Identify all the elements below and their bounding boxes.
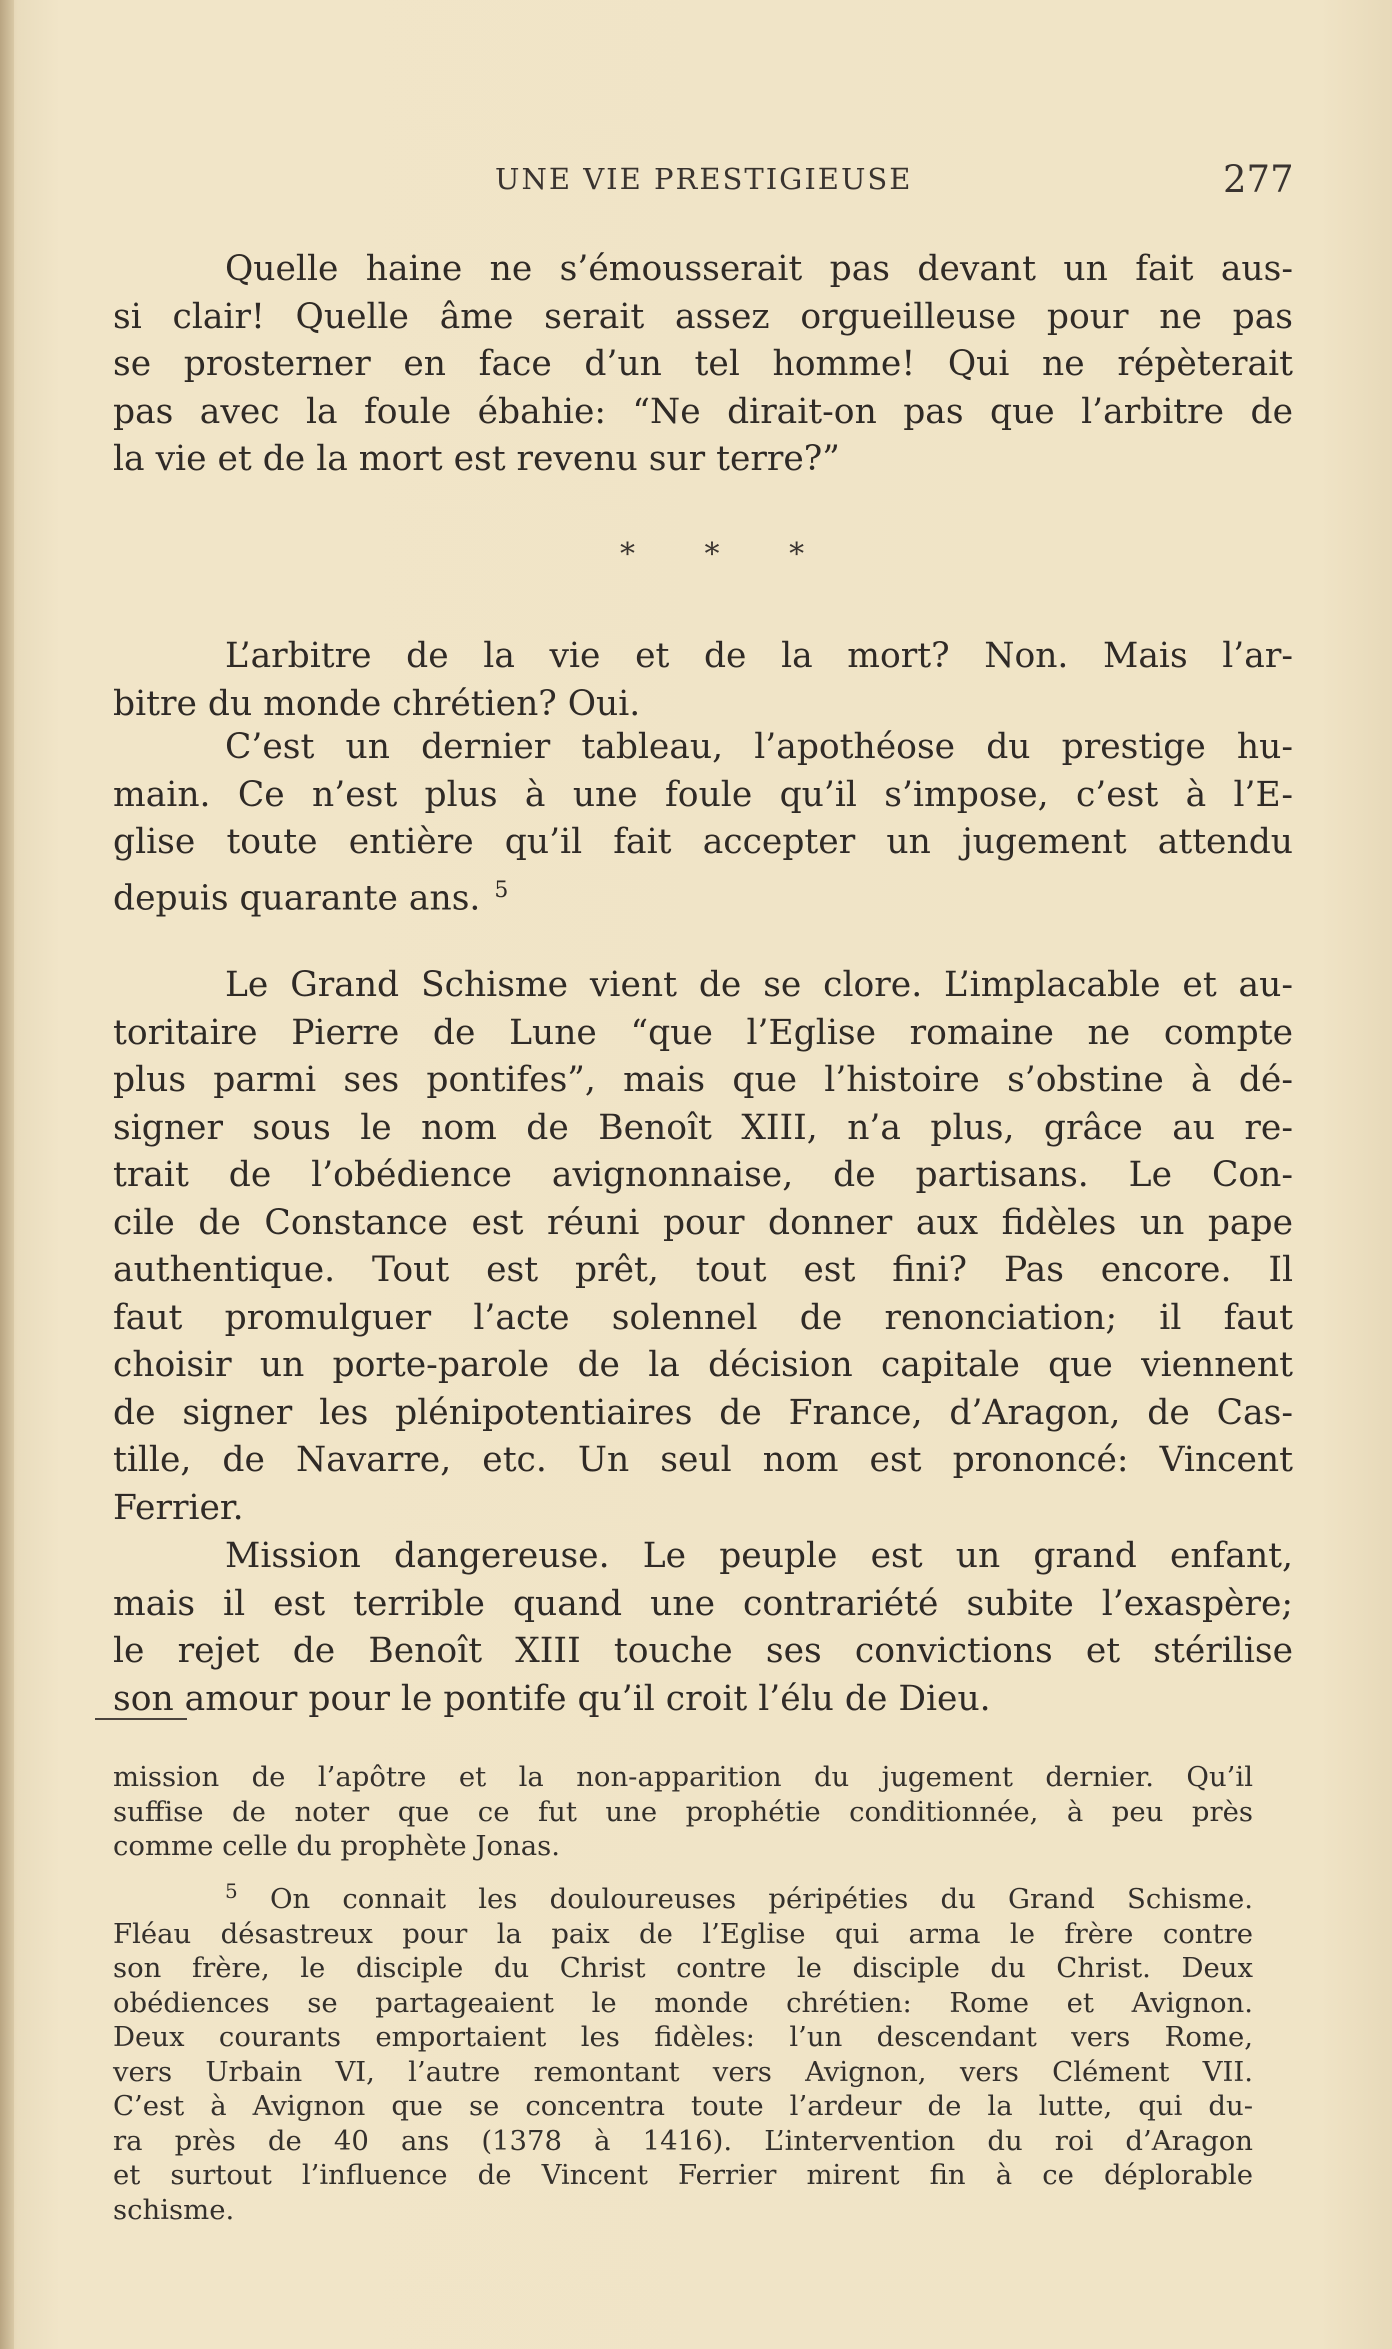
footnote-line: Fléau désastreux pour la paix de l’Eglise qui arma le frère contre bbox=[113, 1917, 1253, 1950]
footnote-continuation bbox=[113, 1760, 1253, 1864]
text-line: main. Ce n’est plus à une foule qu’il s’impose, c’est à l’E- bbox=[113, 774, 1293, 815]
footnote-line: Deux courants emportaient les fidèles: l’un descendant vers Rome, bbox=[113, 2021, 1253, 2054]
footnote-line: C’est à Avignon que se concentra toute l’ardeur de la lutte, qui du- bbox=[113, 2090, 1253, 2123]
text-line: faut promulguer l’acte solennel de renonciation; il faut bbox=[113, 1297, 1293, 1338]
paragraph-5 bbox=[113, 1533, 1293, 1723]
text-line: Mission dangereuse. Le peuple est un grand enfant, bbox=[225, 1536, 1293, 1576]
text-line: choisir un porte-parole de la décision capitale que viennent bbox=[113, 1345, 1293, 1385]
footnote-line: son frère, le disciple du Christ contre le disciple du Christ. Deux bbox=[113, 1952, 1253, 1985]
text-line: Quelle haine ne s’émousserait pas devant un fait aus- bbox=[225, 249, 1293, 289]
text-line: Le Grand Schisme vient de se clore. L’implacable et au- bbox=[225, 965, 1293, 1005]
paragraph-2 bbox=[113, 633, 1293, 728]
page-binding-edge bbox=[0, 0, 14, 2349]
footnote-line bbox=[113, 1874, 1253, 1917]
footnote-reference: 5 bbox=[494, 877, 509, 903]
text-line: Ferrier. bbox=[113, 1487, 244, 1528]
text-line: trait de l’obédience avignonnaise, de partisans. Le Con- bbox=[113, 1155, 1293, 1195]
footnote-line-content: On connait les douloureuses péripéties du Grand Schisme. bbox=[269, 1883, 1253, 1916]
paragraph-1 bbox=[113, 246, 1293, 484]
text-line: signer sous le nom de Benoît XIII, n’a plus, grâce au re- bbox=[113, 1107, 1293, 1148]
footnote-line: vers Urbain VI, l’autre remontant vers Avignon, vers Clément VII. bbox=[113, 2055, 1253, 2088]
text-line: son amour pour le pontife qu’il croit l’élu de Dieu. bbox=[113, 1678, 991, 1719]
text-line: mais il est terrible quand une contrariété subite l’exaspère; bbox=[113, 1583, 1293, 1624]
text-line: tille, de Navarre, etc. Un seul nom est prononcé: Vincent bbox=[113, 1440, 1293, 1480]
text-line: la vie et de la mort est revenu sur terre?” bbox=[113, 439, 840, 479]
text-line: pas avec la foule ébahie: “Ne dirait-on pas que l’arbitre de bbox=[113, 391, 1293, 432]
footnote-line: suffise de noter que ce fut une prophétie conditionnée, à peu près bbox=[113, 1795, 1253, 1828]
text-line: cile de Constance est réuni pour donner aux fidèles un pape bbox=[113, 1202, 1293, 1243]
text-line: authentique. Tout est prêt, tout est fini? Pas encore. Il bbox=[113, 1250, 1293, 1290]
text-line: bitre du monde chrétien? Oui. bbox=[113, 683, 641, 724]
text-line: glise toute entière qu’il fait accepter un jugement attendu bbox=[113, 822, 1293, 862]
text-line: L’arbitre de la vie et de la mort? Non. Mais l’ar- bbox=[225, 636, 1293, 676]
footnote-line: ra près de 40 ans (1378 à 1416). L’intervention du roi d’Aragon bbox=[113, 2124, 1253, 2157]
section-separator: * * * bbox=[620, 537, 835, 572]
footnote-line: mission de l’apôtre et la non-apparition du jugement dernier. Qu’il bbox=[113, 1761, 1253, 1793]
text-line bbox=[113, 867, 1293, 923]
footnote-rule bbox=[95, 1718, 187, 1720]
page-number: 277 bbox=[1223, 158, 1294, 201]
text-line: le rejet de Benoît XIII touche ses convictions et stérilise bbox=[113, 1631, 1293, 1671]
footnote-line: et surtout l’influence de Vincent Ferrier mirent fin à ce déplorable bbox=[113, 2159, 1253, 2192]
running-title: UNE VIE PRESTIGIEUSE bbox=[495, 162, 913, 196]
footnote-line: obédiences se partageaient le monde chrétien: Rome et Avignon. bbox=[113, 1986, 1253, 2019]
footnote-number: 5 bbox=[225, 1879, 238, 1903]
text-line: C’est un dernier tableau, l’apothéose du prestige hu- bbox=[225, 727, 1293, 767]
text-line-content: depuis quarante ans. bbox=[113, 878, 481, 918]
text-line: se prosterner en face d’un tel homme! Qui ne répèterait bbox=[113, 344, 1293, 384]
footnote-5 bbox=[113, 1874, 1253, 2227]
footnote-line: comme celle du prophète Jonas. bbox=[113, 1830, 560, 1862]
footnote-line: schisme. bbox=[113, 2193, 235, 2226]
text-line: si clair! Quelle âme serait assez orgueilleuse pour ne pas bbox=[113, 296, 1293, 337]
paragraph-3 bbox=[113, 724, 1293, 923]
text-line: toritaire Pierre de Lune “que l’Eglise romaine ne compte bbox=[113, 1012, 1293, 1053]
paragraph-4 bbox=[113, 962, 1293, 1532]
text-line: plus parmi ses pontifes”, mais que l’histoire s’obstine à dé- bbox=[113, 1060, 1293, 1100]
text-line: de signer les plénipotentiaires de France, d’Aragon, de Cas- bbox=[113, 1392, 1293, 1433]
